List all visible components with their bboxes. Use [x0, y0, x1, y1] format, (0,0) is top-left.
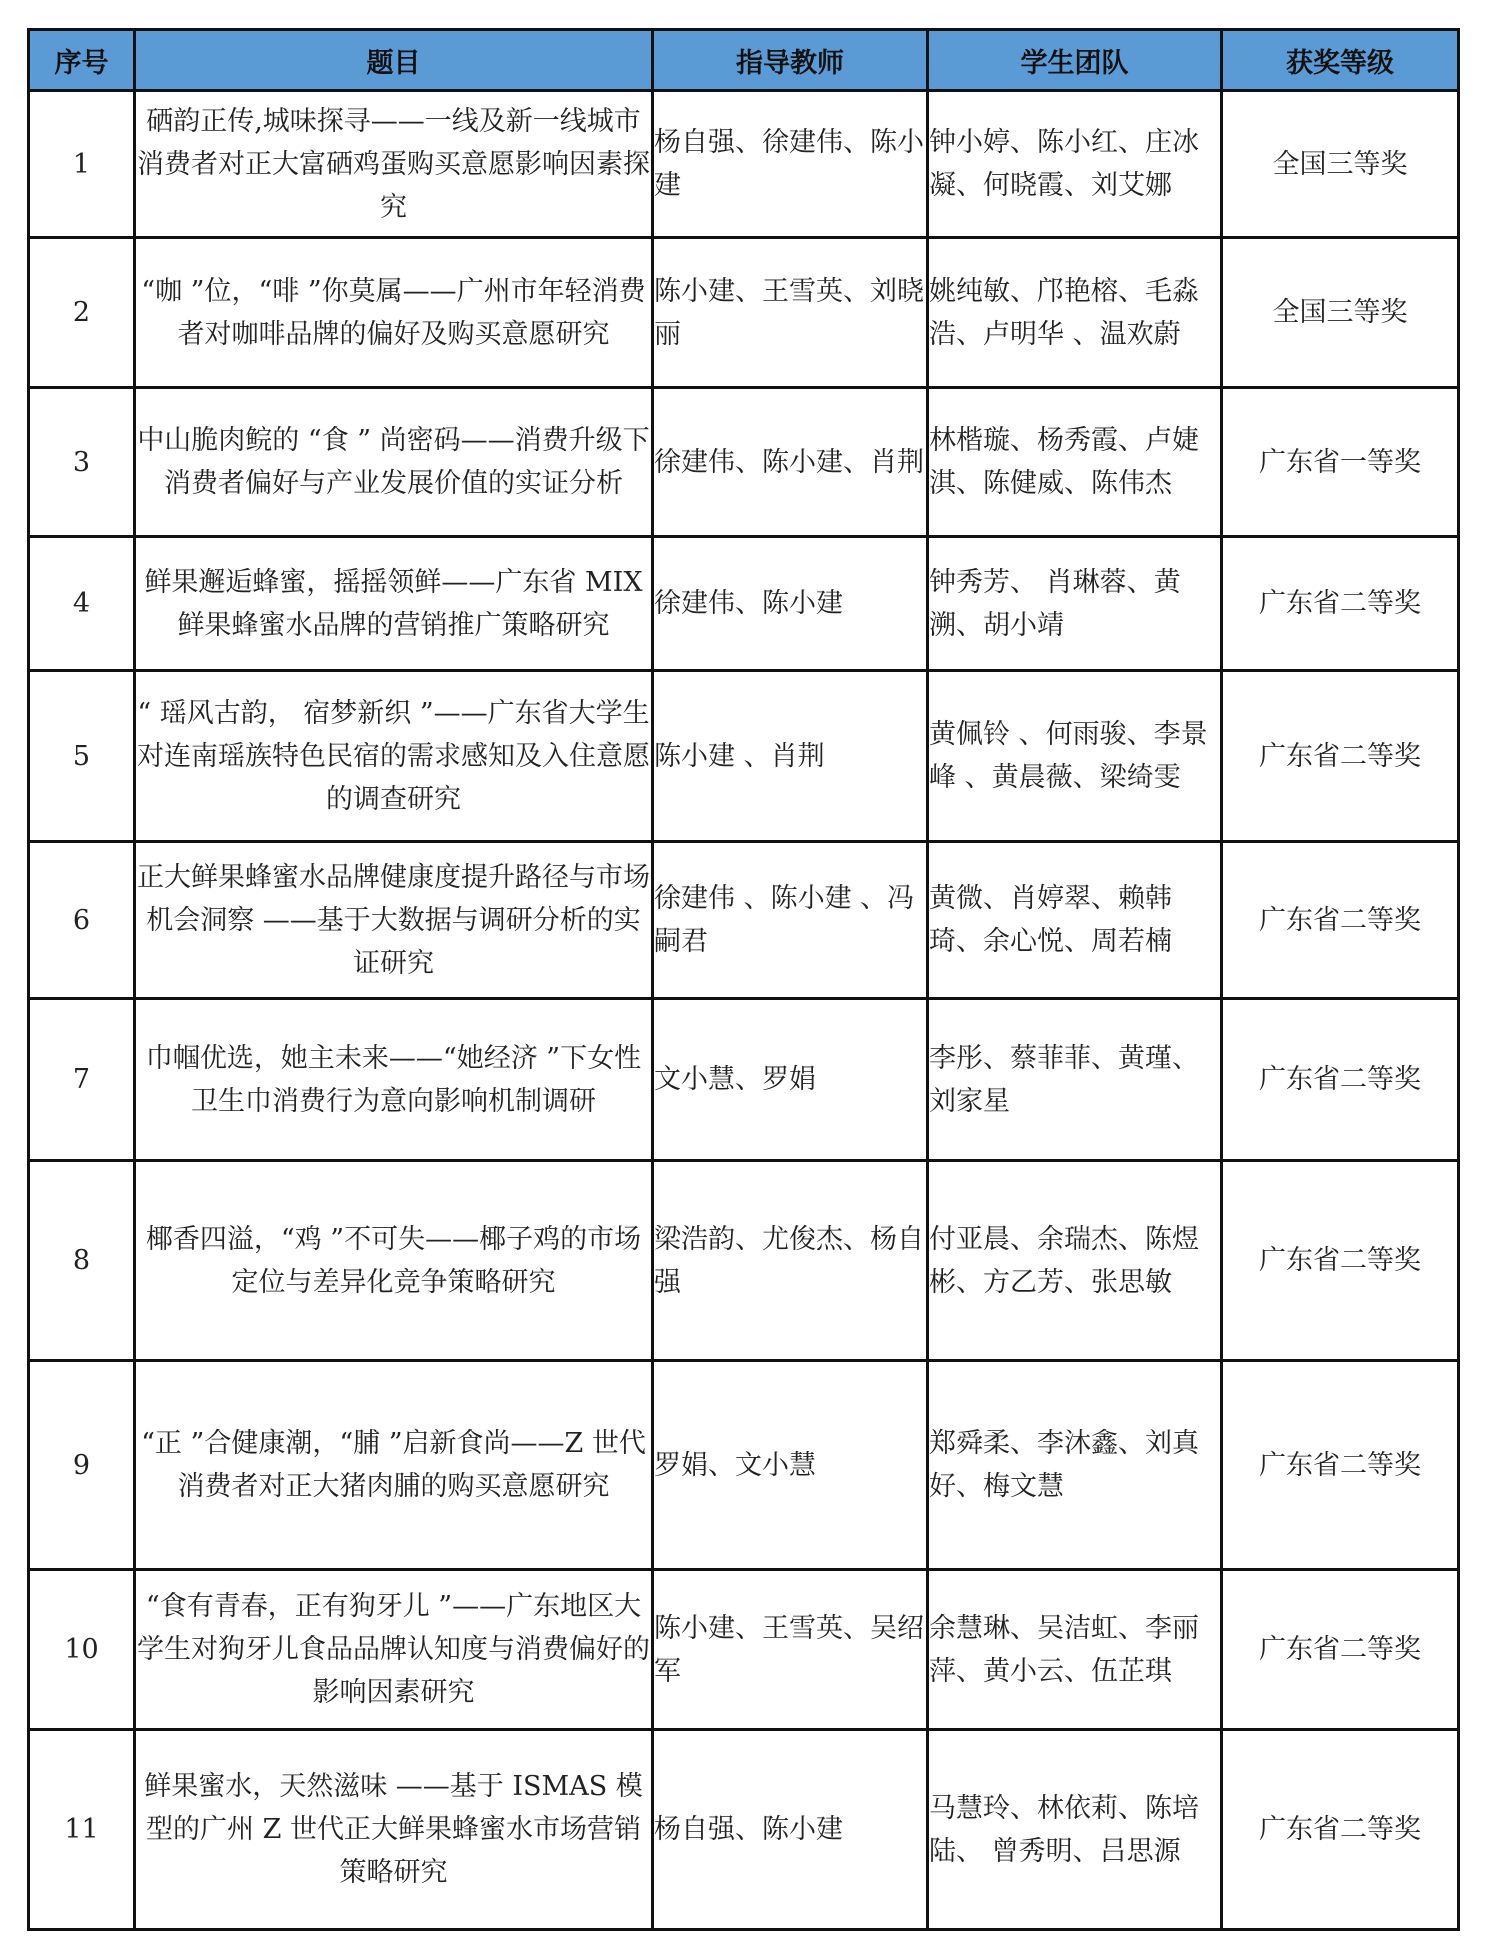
awards-table [27, 28, 1460, 1931]
advisors: 杨自强、陈小建 [653, 1730, 928, 1930]
student-team: 余慧琳、吴洁虹、李丽萍、黄小云、伍芷琪 [928, 1570, 1222, 1730]
advisors: 徐建伟、陈小建 [653, 537, 928, 671]
row-number: 9 [29, 1361, 135, 1570]
table-row [29, 1730, 1459, 1930]
header-teachers: 指导教师 [653, 30, 928, 91]
project-title: 鲜果邂逅蜂蜜，摇摇领鲜——广东省 MIX 鲜果蜂蜜水品牌的营销推广策略研究 [135, 537, 653, 671]
advisors: 杨自强、徐建伟、陈小建 [653, 91, 928, 238]
project-title: “咖 ”位，“啡 ”你莫属——广州市年轻消费者对咖啡品牌的偏好及购买意愿研究 [135, 238, 653, 388]
advisors: 文小慧、罗娟 [653, 999, 928, 1161]
advisors: 陈小建、王雪英、刘晓丽 [653, 238, 928, 388]
student-team: 郑舜柔、李沐鑫、刘真好、梅文慧 [928, 1361, 1222, 1570]
table-row [29, 1161, 1459, 1361]
table-row [29, 671, 1459, 842]
header-no: 序号 [29, 30, 135, 91]
row-number: 5 [29, 671, 135, 842]
student-team: 姚纯敏、邝艳榕、毛淼浩、卢明华 、温欢蔚 [928, 238, 1222, 388]
award-level: 广东省二等奖 [1222, 671, 1459, 842]
award-level: 广东省二等奖 [1222, 537, 1459, 671]
project-title: 鲜果蜜水，天然滋味 ——基于 ISMAS 模型的广州 Z 世代正大鲜果蜂蜜水市场营销策略研究 [135, 1730, 653, 1930]
project-title: “食有青春，正有狗牙儿 ”——广东地区大学生对狗牙儿食品品牌认知度与消费偏好的影响因素研究 [135, 1570, 653, 1730]
award-level: 广东省一等奖 [1222, 388, 1459, 537]
advisors: 徐建伟 、陈小建 、冯嗣君 [653, 842, 928, 999]
advisors: 梁浩韵、尤俊杰、杨自强 [653, 1161, 928, 1361]
award-level: 广东省二等奖 [1222, 999, 1459, 1161]
table-row [29, 842, 1459, 999]
row-number: 4 [29, 537, 135, 671]
project-title: 硒韵正传,城味探寻——一线及新一线城市消费者对正大富硒鸡蛋购买意愿影响因素探究 [135, 91, 653, 238]
header-team: 学生团队 [928, 30, 1222, 91]
row-number: 10 [29, 1570, 135, 1730]
row-number: 2 [29, 238, 135, 388]
award-level: 广东省二等奖 [1222, 1570, 1459, 1730]
header-title: 题目 [135, 30, 653, 91]
header-row [29, 30, 1459, 91]
award-level: 全国三等奖 [1222, 91, 1459, 238]
project-title: “ 瑶风古韵， 宿梦新织 ”——广东省大学生对连南瑶族特色民宿的需求感知及入住意愿的调查研究 [135, 671, 653, 842]
project-title: “正 ”合健康潮，“脯 ”启新食尚——Z 世代消费者对正大猪肉脯的购买意愿研究 [135, 1361, 653, 1570]
advisors: 陈小建、王雪英、吴绍军 [653, 1570, 928, 1730]
table-row [29, 1361, 1459, 1570]
row-number: 3 [29, 388, 135, 537]
award-level: 广东省二等奖 [1222, 1161, 1459, 1361]
project-title: 椰香四溢，“鸡 ”不可失——椰子鸡的市场定位与差异化竞争策略研究 [135, 1161, 653, 1361]
student-team: 黄微、肖婷翠、赖韩琦、余心悦、周若楠 [928, 842, 1222, 999]
row-number: 6 [29, 842, 135, 999]
row-number: 11 [29, 1730, 135, 1930]
student-team: 黄佩铃 、何雨骏、李景峰 、黄晨薇、梁绮雯 [928, 671, 1222, 842]
table-body [29, 91, 1459, 1930]
table-row [29, 388, 1459, 537]
award-level: 全国三等奖 [1222, 238, 1459, 388]
award-level: 广东省二等奖 [1222, 842, 1459, 999]
student-team: 李彤、蔡菲菲、黄瑾、刘家星 [928, 999, 1222, 1161]
student-team: 马慧玲、林依莉、陈培陆、 曾秀明、吕思源 [928, 1730, 1222, 1930]
award-level: 广东省二等奖 [1222, 1730, 1459, 1930]
project-title: 正大鲜果蜂蜜水品牌健康度提升路径与市场机会洞察 ——基于大数据与调研分析的实证研究 [135, 842, 653, 999]
award-level: 广东省二等奖 [1222, 1361, 1459, 1570]
table-row [29, 1570, 1459, 1730]
row-number: 7 [29, 999, 135, 1161]
table-row [29, 537, 1459, 671]
student-team: 钟秀芳、 肖琳蓉、黄溯、胡小靖 [928, 537, 1222, 671]
advisors: 罗娟、文小慧 [653, 1361, 928, 1570]
row-number: 8 [29, 1161, 135, 1361]
table-header [29, 30, 1459, 91]
header-award: 获奖等级 [1222, 30, 1459, 91]
advisors: 陈小建 、肖荆 [653, 671, 928, 842]
row-number: 1 [29, 91, 135, 238]
project-title: 中山脆肉鲩的 “食 ” 尚密码——消费升级下消费者偏好与产业发展价值的实证分析 [135, 388, 653, 537]
project-title: 巾帼优选，她主未来——“她经济 ”下女性卫生巾消费行为意向影响机制调研 [135, 999, 653, 1161]
table-row [29, 91, 1459, 238]
table-row [29, 238, 1459, 388]
table-row [29, 999, 1459, 1161]
student-team: 钟小婷、陈小红、庄冰凝、何晓霞、刘艾娜 [928, 91, 1222, 238]
student-team: 林楷璇、杨秀霞、卢婕淇、陈健威、陈伟杰 [928, 388, 1222, 537]
student-team: 付亚晨、余瑞杰、陈煜彬、方乙芳、张思敏 [928, 1161, 1222, 1361]
advisors: 徐建伟、陈小建、肖荆 [653, 388, 928, 537]
